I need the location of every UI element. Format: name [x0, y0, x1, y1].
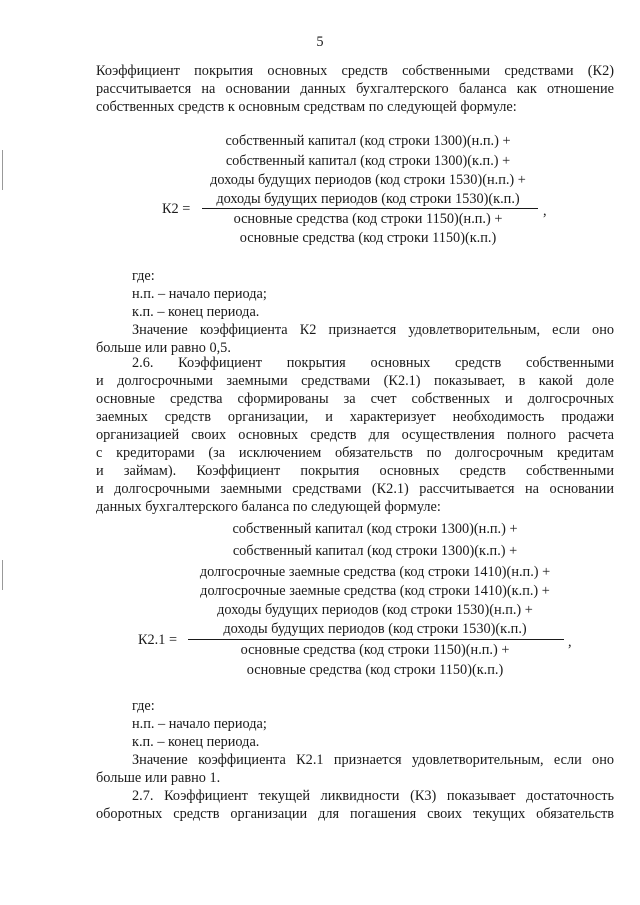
formula-denominator-line: основные средства (код строки 1150)(н.п.) + [233, 211, 503, 227]
fraction-bar [202, 208, 538, 209]
legend-where: где: [132, 698, 155, 714]
formula-numerator-line: доходы будущих периодов (код строки 1530)(к.п.) [223, 621, 527, 637]
paragraph-line: рассчитывается на основании данных бухгалтерского баланса как отношение [96, 81, 614, 97]
formula-label: К2 = [162, 201, 191, 217]
formula-denominator-line: основные средства (код строки 1150)(к.п.) [246, 662, 504, 678]
formula-numerator-line: собственный капитал (код строки 1300)(н.п.) + [225, 133, 511, 149]
formula-numerator-line: доходы будущих периодов (код строки 1530)(н.п.) + [210, 172, 526, 188]
paragraph-line: с кредиторами (за исключением обязательств по долгосрочным кредитам [96, 445, 614, 461]
formula-numerator-line: долгосрочные заемные средства (код строки 1410)(к.п.) + [200, 583, 550, 599]
paragraph-line: собственных средств к основным средствам по следующей формуле: [96, 99, 517, 115]
paragraph-line: больше или равно 1. [96, 770, 221, 786]
formula-numerator-line: собственный капитал (код строки 1300)(к.п.) + [225, 153, 511, 169]
formula-numerator-line: долгосрочные заемные средства (код строки 1410)(н.п.) + [199, 564, 551, 580]
fraction-bar [188, 639, 564, 640]
formula-numerator-line: собственный капитал (код строки 1300)(к.п.) + [232, 543, 518, 559]
legend-np: н.п. – начало периода; [132, 286, 267, 302]
legend-np: н.п. – начало периода; [132, 716, 267, 732]
paragraph-line: основные средства сформированы за счет собственных и долгосрочных [96, 391, 614, 407]
paragraph-line: 2.6. Коэффициент покрытия основных средств собственными [132, 355, 614, 371]
paragraph-line: 2.7. Коэффициент текущей ликвидности (К3) показывает достаточность [132, 788, 614, 804]
formula-denominator-line: основные средства (код строки 1150)(н.п.) + [240, 642, 510, 658]
paragraph-line: данных бухгалтерского баланса по следующей формуле: [96, 499, 441, 515]
paragraph-line: оборотных средств организации для погашения своих текущих обязательств [96, 806, 614, 822]
page-number: 5 [316, 34, 324, 50]
formula-comma: , [543, 203, 547, 219]
paragraph-line: и долгосрочными заемными средствами (К2.1) показывает, в какой доле [96, 373, 614, 389]
paragraph-line: Коэффициент покрытия основных средств собственными средствами (К2) [96, 63, 614, 79]
legend-where: где: [132, 268, 155, 284]
margin-mark [2, 150, 3, 190]
formula-denominator-line: основные средства (код строки 1150)(к.п.) [239, 230, 497, 246]
legend-kp: к.п. – конец периода. [132, 304, 260, 320]
formula-numerator-line: собственный капитал (код строки 1300)(н.п.) + [232, 521, 518, 537]
paragraph-line: и займам). Коэффициент покрытия основных средств собственными [96, 463, 614, 479]
paragraph-line: Значение коэффициента К2 признается удовлетворительным, если оно [132, 322, 614, 338]
formula-label: К2.1 = [138, 632, 178, 648]
legend-kp: к.п. – конец периода. [132, 734, 260, 750]
paragraph-line: организацией своих основных средств для осуществления полного расчета [96, 427, 614, 443]
formula-numerator-line: доходы будущих периодов (код строки 1530)(н.п.) + [217, 602, 533, 618]
formula-numerator-line: доходы будущих периодов (код строки 1530)(к.п.) [216, 191, 520, 207]
paragraph-line: и долгосрочными заемными средствами (К2.1) рассчитывается на основании [96, 481, 614, 497]
formula-comma: , [568, 634, 572, 650]
paragraph-line: заемных средств организации, и характеризует необходимость продажи [96, 409, 614, 425]
margin-mark [2, 560, 3, 590]
paragraph-line: больше или равно 0,5. [96, 340, 231, 356]
paragraph-line: Значение коэффициента К2.1 признается удовлетворительным, если оно [132, 752, 614, 768]
